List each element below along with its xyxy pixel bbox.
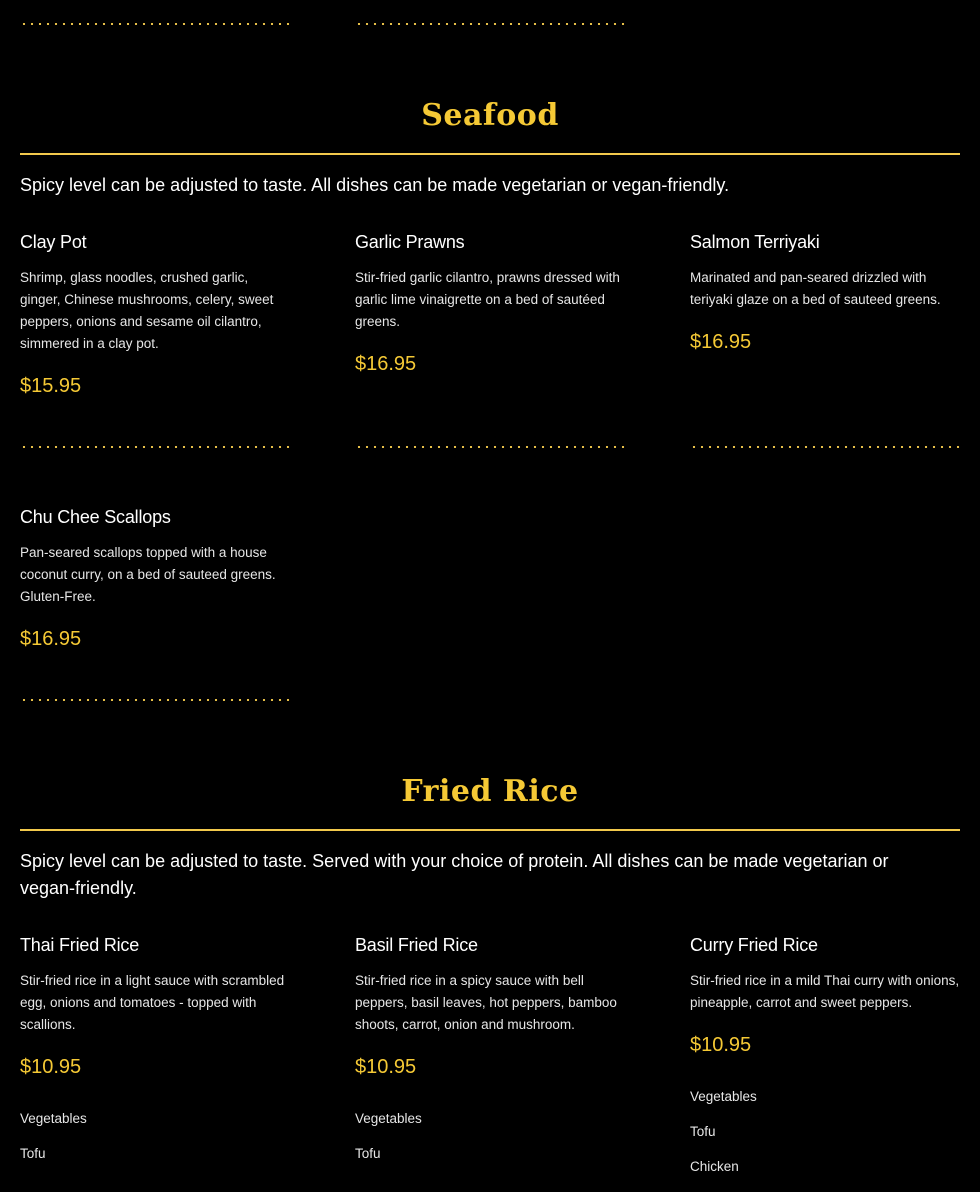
- item-name: Salmon Terriyaki: [690, 232, 820, 252]
- section-note: Spicy level can be adjusted to taste. All dishes can be made vegetarian or vegan-friendly.: [20, 175, 730, 195]
- item-divider: [20, 23, 290, 25]
- item-description: Stir-fried rice in a light sauce with scrambled egg, onions and tomatoes - topped with scallions.: [20, 973, 285, 1032]
- item-price: $16.95: [20, 628, 82, 650]
- item-description: Pan-seared scallops topped with a house coconut curry, on a bed of sauteed greens. Gluten-Free.: [20, 545, 276, 604]
- item-description: Stir-fried rice in a spicy sauce with bell peppers, basil leaves, hot peppers, bamboo shoots, carrot, onion and mushroom.: [355, 973, 617, 1032]
- menu-item: [690, 935, 960, 1192]
- section-rule: [20, 829, 960, 831]
- item-name: Clay Pot: [20, 232, 87, 252]
- item-description: Marinated and pan-seared drizzled with teriyaki glaze on a bed of sauteed greens.: [690, 270, 941, 307]
- protein-option-chicken[interactable]: Chicken: [690, 1159, 739, 1174]
- menu-item: [20, 507, 290, 651]
- protein-option-vegetables[interactable]: Vegetables: [355, 1111, 422, 1126]
- item-description: Shrimp, glass noodles, crushed garlic, ginger, Chinese mushrooms, celery, sweet peppers, onions and sesame oil cilantro, simmered in a clay pot.: [20, 270, 274, 351]
- protein-option-vegetables[interactable]: Vegetables: [690, 1089, 757, 1104]
- item-divider: [20, 699, 290, 701]
- item-price: $15.95: [20, 375, 82, 397]
- protein-option-tofu[interactable]: Tofu: [20, 1146, 46, 1161]
- section-title: Fried Rice: [401, 774, 579, 809]
- item-divider: [355, 23, 625, 25]
- item-price: $16.95: [690, 331, 752, 353]
- item-price: $10.95: [690, 1034, 752, 1056]
- item-description: Stir-fried rice in a mild Thai curry with onions, pineapple, carrot and sweet peppers.: [690, 973, 960, 1010]
- menu-item: [355, 232, 625, 376]
- menu-item: [20, 935, 290, 1179]
- item-price: $10.95: [355, 1056, 417, 1078]
- item-divider: [355, 446, 625, 448]
- protein-option-tofu[interactable]: Tofu: [690, 1124, 716, 1139]
- item-divider: [690, 446, 960, 448]
- section-title: Seafood: [421, 98, 559, 133]
- item-name: Thai Fried Rice: [20, 935, 140, 955]
- item-name: Chu Chee Scallops: [20, 507, 171, 527]
- item-name: Garlic Prawns: [355, 232, 465, 252]
- item-price: $16.95: [355, 353, 417, 375]
- menu-item: [355, 935, 625, 1179]
- protein-options: [690, 1087, 960, 1192]
- menu-item: [690, 232, 960, 354]
- item-name: Basil Fried Rice: [355, 935, 478, 955]
- protein-option-vegetables[interactable]: Vegetables: [20, 1111, 87, 1126]
- protein-options: [20, 1109, 290, 1179]
- protein-options: [355, 1109, 625, 1179]
- menu-item: [20, 232, 290, 398]
- item-name: Curry Fried Rice: [690, 935, 818, 955]
- item-divider: [20, 446, 290, 448]
- protein-option-tofu[interactable]: Tofu: [355, 1146, 381, 1161]
- item-price: $10.95: [20, 1056, 82, 1078]
- section-rule: [20, 153, 960, 155]
- section-note: Spicy level can be adjusted to taste. Served with your choice of protein. All dishes can be made vegetarian or vegan-friendly.: [20, 851, 889, 898]
- item-description: Stir-fried garlic cilantro, prawns dressed with garlic lime vinaigrette on a bed of sautéed greens.: [355, 270, 620, 329]
